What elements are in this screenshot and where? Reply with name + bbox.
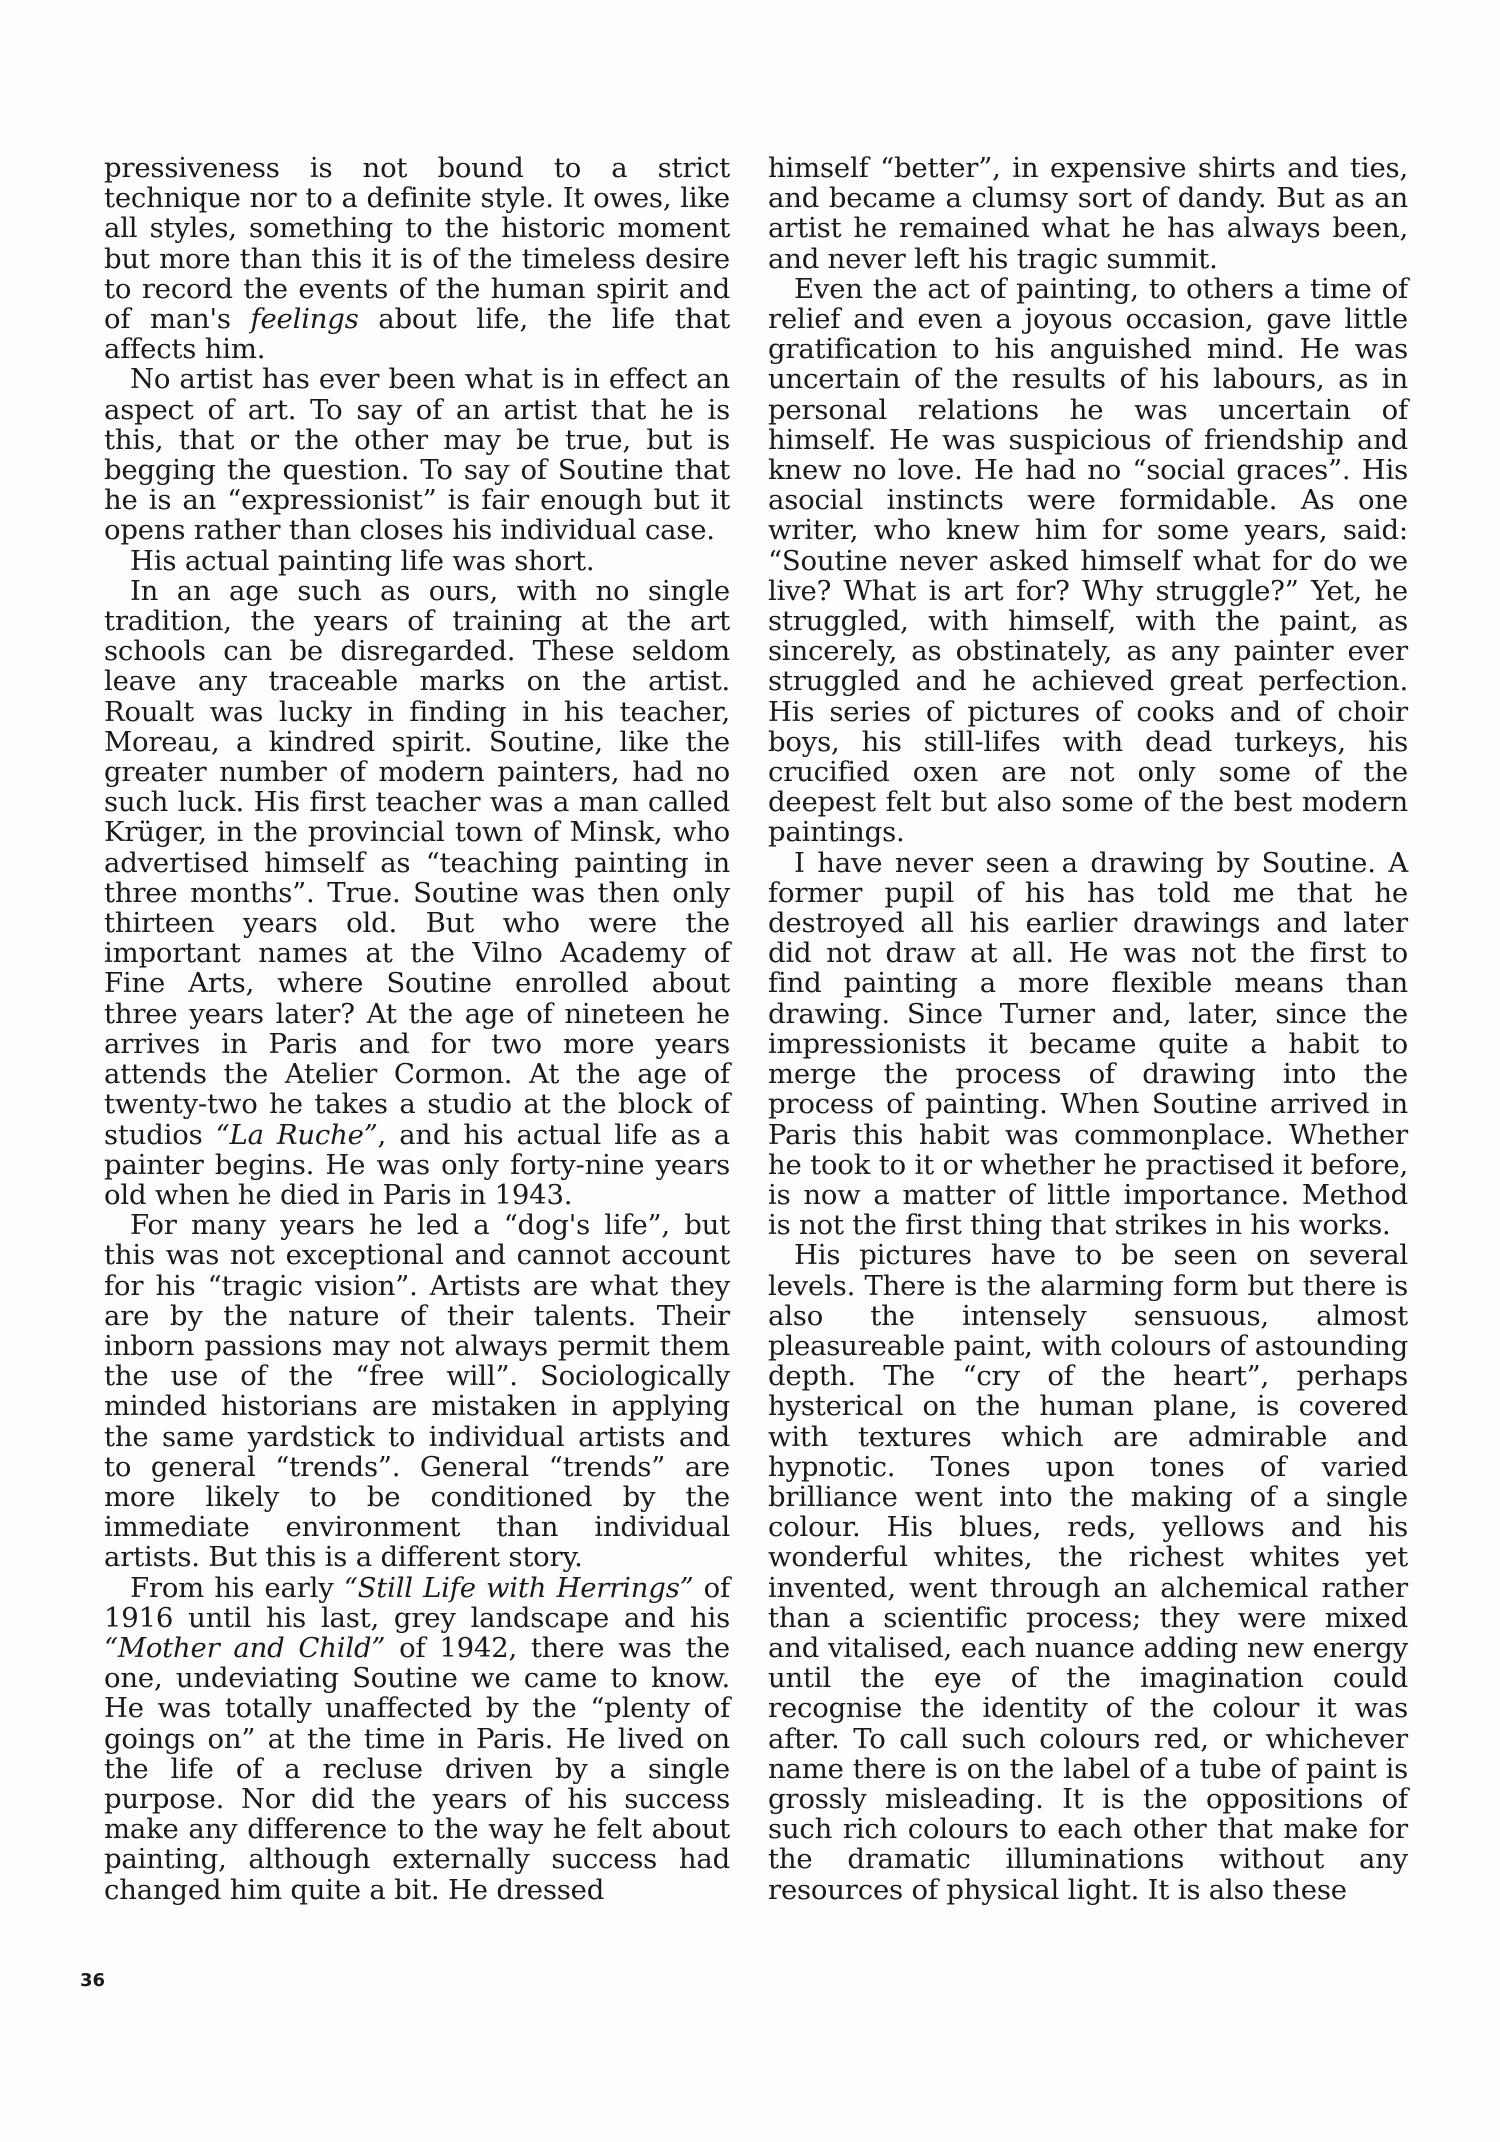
left-paragraph-4: For many years he led a “dog's life”, but this was not exceptional and cannot account for his “tragic vision”. Artists are what they are by the nature of their talents. Their inborn passions may not always permit them the use of the “free will”. Sociologically minded historians are mistaken in applying the same yardstick to individual artists and to general “trends”. General “trends” are more likely to be conditioned by the immediate environment than individual artists. But this is a different story. — [104, 1209, 730, 1574]
left-paragraph-5 — [104, 1573, 730, 1905]
text-run: about life, the life that affects him. — [104, 303, 730, 366]
text-run: pressiveness is not bound to a strict technique nor to a definite style. It owes, like all styles, something to the historic moment but more than this it is of the timeless desire to record the events of the human spirit and of man's — [104, 152, 730, 336]
text-run: , and his actual life as a painter begins. He was only forty-nine years old when he died in Paris in 1943. — [104, 1118, 730, 1211]
right-paragraph-1: Even the act of painting, to others a time of relief and even a joyous occasion, gave little gratification to his anguished mind. He was uncertain of the results of his labours, as in personal relations he was uncertain of himself. He was suspicious of friendship and knew no love. He had no “social graces”. His asocial instincts were formidable. As one writer, who knew him for some years, said: “Soutine never asked himself what for do we live? What is art for? Why struggle?” Yet, he struggled, with himself, with the paint, as sincerely, as obstinately, as any painter ever struggled and he achieved great perfection. His series of pictures of cooks and of choir boys, his still-lifes with dead turkeys, his crucified oxen are not only some of the deepest felt but also some of the best modern paintings. — [768, 272, 1408, 849]
left-paragraph-0 — [104, 153, 730, 364]
emphasis-feelings: feelings — [250, 303, 359, 336]
left-paragraph-3 — [104, 576, 730, 1210]
text-run: of 1942, there was the one, undeviating Soutine we came to know. He was totally unaffected by the “plenty of goings on” at the time in Paris. He lived on the life of a recluse driven by a single purpose. Nor did the years of his success make any difference to the way he felt about painting, although externally success had changed him quite a bit. He dressed — [104, 1631, 731, 1906]
text-run: In an age such as ours, with no single tradition, the years of training at the art schools can be disregarded. These seldom leave any traceable marks on the artist. Roualt was lucky in finding in his teacher, Moreau, a kindred spirit. Soutine, like the greater number of modern painters, had no such luck. His first teacher was a man called Krüger, in the provincial town of Minsk, who advertised himself as “teaching painting in three months”. True. Soutine was then only thirteen years old. But who were the important names at the Vilno Academy of Fine Arts, where Soutine enrolled about three years later? At the age of nineteen he arrives in Paris and for two more years attends the Atelier Cormon. At the age of twenty-two he takes a studio at the block of studios — [104, 574, 730, 1151]
text-run: From his early — [130, 1571, 344, 1604]
emphasis-still-life-title: “Still Life with Herrings” — [343, 1571, 694, 1604]
right-text-column — [768, 153, 1408, 1905]
right-paragraph-2: I have never seen a drawing by Soutine. A former pupil of his has told me that he destroyed all his earlier drawings and later did not draw at all. He was not the first to find painting a more flexible means than drawing. Since Turner and, later, since the impressionists it became quite a habit to merge the process of drawing into the process of painting. When Soutine arrived in Paris this habit was commonplace. Whether he took to it or whether he practised it before, is now a matter of little importance. Method is not the first thing that strikes in his works. — [768, 846, 1408, 1242]
text-run: of 1916 until his last, grey landscape and his — [104, 1571, 730, 1634]
right-paragraph-0: himself “better”, in expensive shirts and ties, and became a clumsy sort of dandy. But as an artist he remained what he has always been, and never left his tragic summit. — [768, 152, 1408, 275]
emphasis-mother-child-title: “Mother and Child” — [104, 1631, 386, 1664]
left-paragraph-2: His actual painting life was short. — [130, 544, 595, 577]
left-paragraph-1: No artist has ever been what is in effect an aspect of art. To say of an artist that he is this, that or the other may be true, but is begging the question. To say of Soutine that he is an “expressionist” is fair enough but it opens rather than closes his individual case. — [104, 363, 730, 547]
left-text-column — [104, 153, 730, 1905]
emphasis-la-ruche: “La Ruche” — [215, 1118, 378, 1151]
page-number: 36 — [80, 1970, 106, 1991]
right-paragraph-3: His pictures have to be seen on several levels. There is the alarming form but there is also the intensely sensuous, almost pleasureable paint, with colours of astounding depth. The “cry of the heart”, perhaps hysterical on the human plane, is covered with textures which are admirable and hypnotic. Tones upon tones of varied brilliance went into the making of a single colour. His blues, reds, yellows and his wonderful whites, the richest whites yet invented, went through an alchemical rather than a scientific process; they were mixed and vitalised, each nuance adding new energy until the eye of the imagination could recognise the identity of the colour it was after. To call such colours red, or whichever name there is on the label of a tube of paint is grossly misleading. It is the oppositions of such rich colours to each other that make for the dramatic illuminations without any resources of physical light. It is also these — [768, 1239, 1408, 1906]
